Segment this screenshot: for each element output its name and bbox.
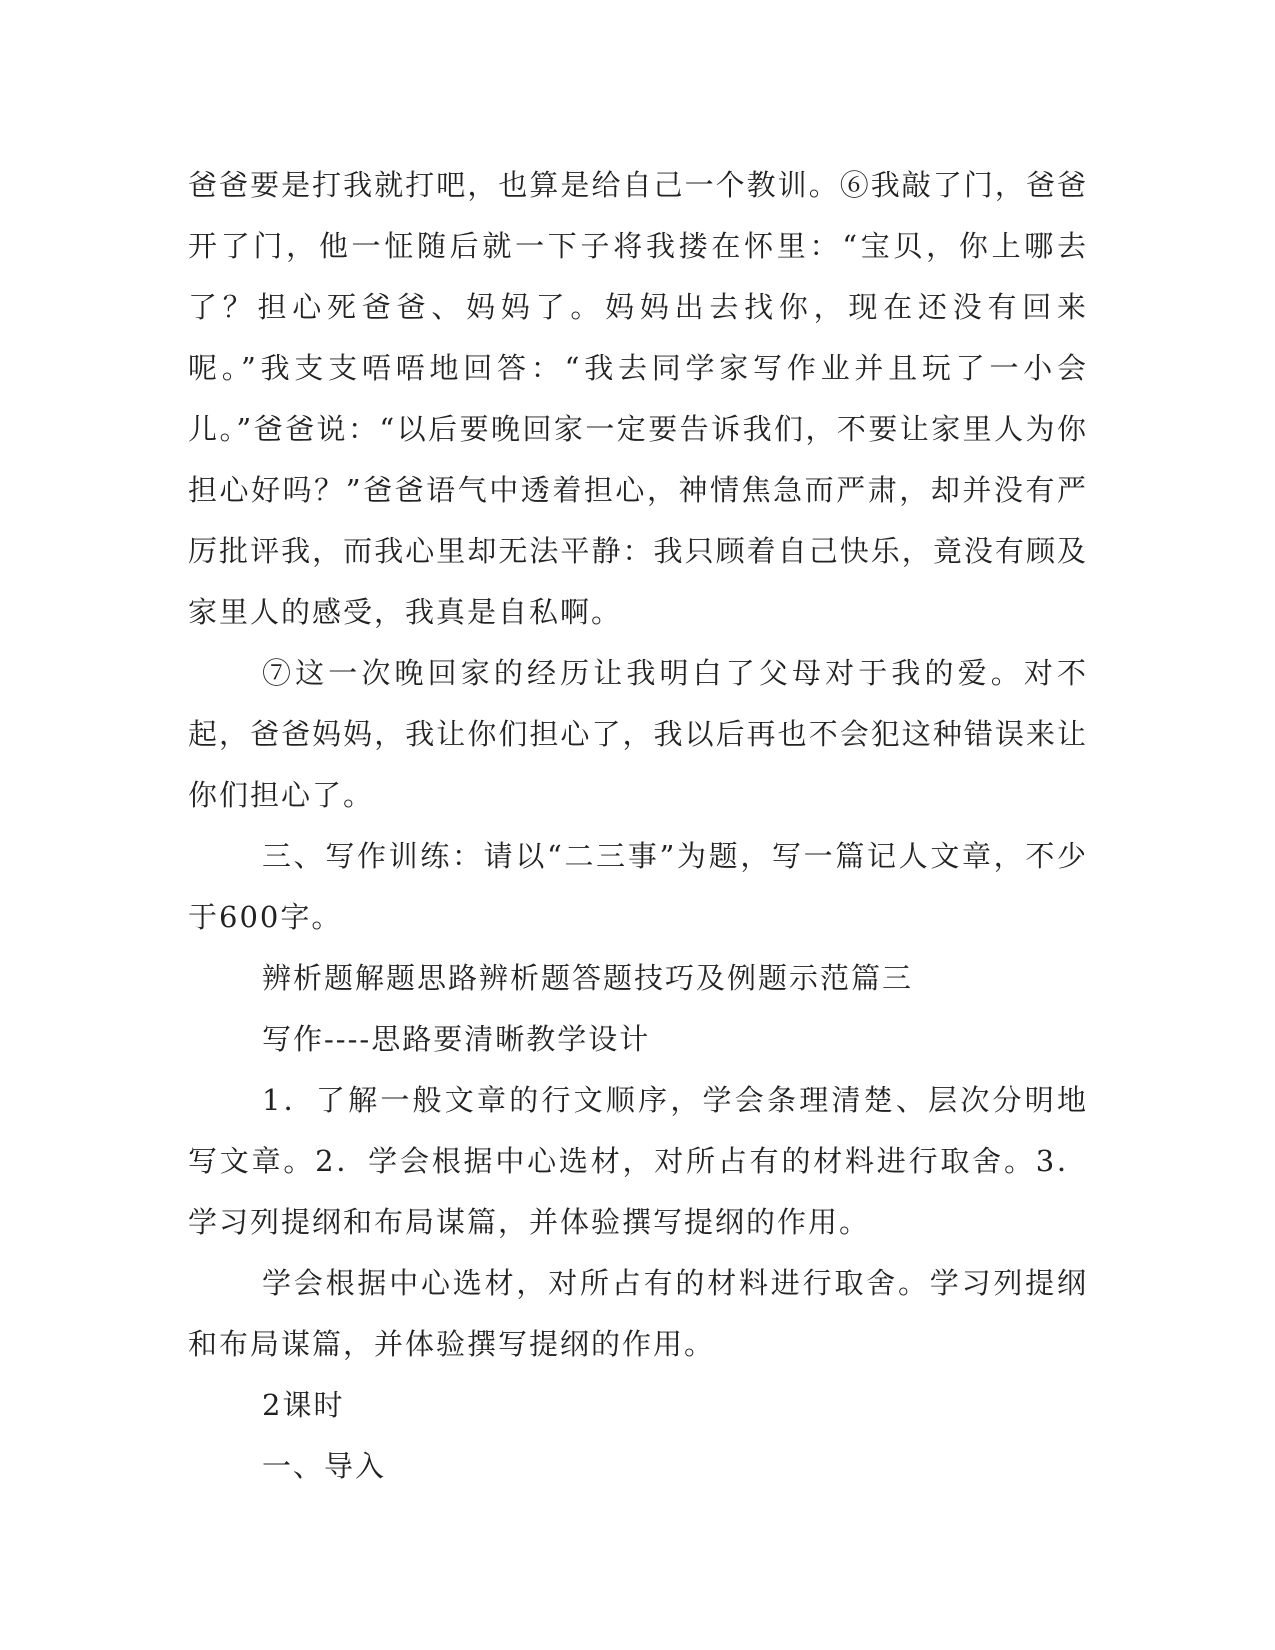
paragraph-objectives: 1．了解一般文章的行文顺序，学会条理清楚、层次分明地写文章。2．学会根据中心选材，对所占有的材料进行取舍。3．学习列提纲和布局谋篇，并体验撰写提纲的作用。 <box>188 1083 1088 1239</box>
section-heading: 辨析题解题思路辨析题答题技巧及例题示范篇三 <box>262 961 914 995</box>
paragraph-key-points: 学会根据中心选材，对所占有的材料进行取舍。学习列提纲和布局谋篇，并体验撰写提纲的作用。 <box>188 1266 1088 1361</box>
paragraph-story-dialogue: 爸爸要是打我就打吧，也算是给自己一个教训。⑥我敲了门，爸爸开了门，他一怔随后就一下子将我搂在怀里：“宝贝，你上哪去了？担心死爸爸、妈妈了。妈妈出去找你，现在还没有回来呢。”我支支唔唔地回答：“我去同学家写作业并且玩了一小会儿。”爸爸说：“以后要晚回家一定要告诉我们，不要让家里人为你担心好吗？”爸爸语气中透着担心，神情焦急而严肃，却并没有严厉批评我，而我心里却无法平静：我只顾着自己快乐，竟没有顾及家里人的感受，我真是自私啊。 <box>188 168 1088 629</box>
lesson-title: 写作----思路要清晰教学设计 <box>262 1022 651 1056</box>
paragraph-introduction-heading: 一、导入 <box>262 1449 387 1483</box>
paragraph-class-hours: 2课时 <box>262 1388 345 1422</box>
paragraph-story-conclusion: ⑦这一次晚回家的经历让我明白了父母对于我的爱。对不起，爸爸妈妈，我让你们担心了，我以后再也不会犯这种错误来让你们担心了。 <box>188 656 1088 812</box>
paragraph-writing-exercise: 三、写作训练：请以“二三事”为题，写一篇记人文章，不少于600字。 <box>188 839 1088 934</box>
document-body <box>188 155 1088 1497</box>
